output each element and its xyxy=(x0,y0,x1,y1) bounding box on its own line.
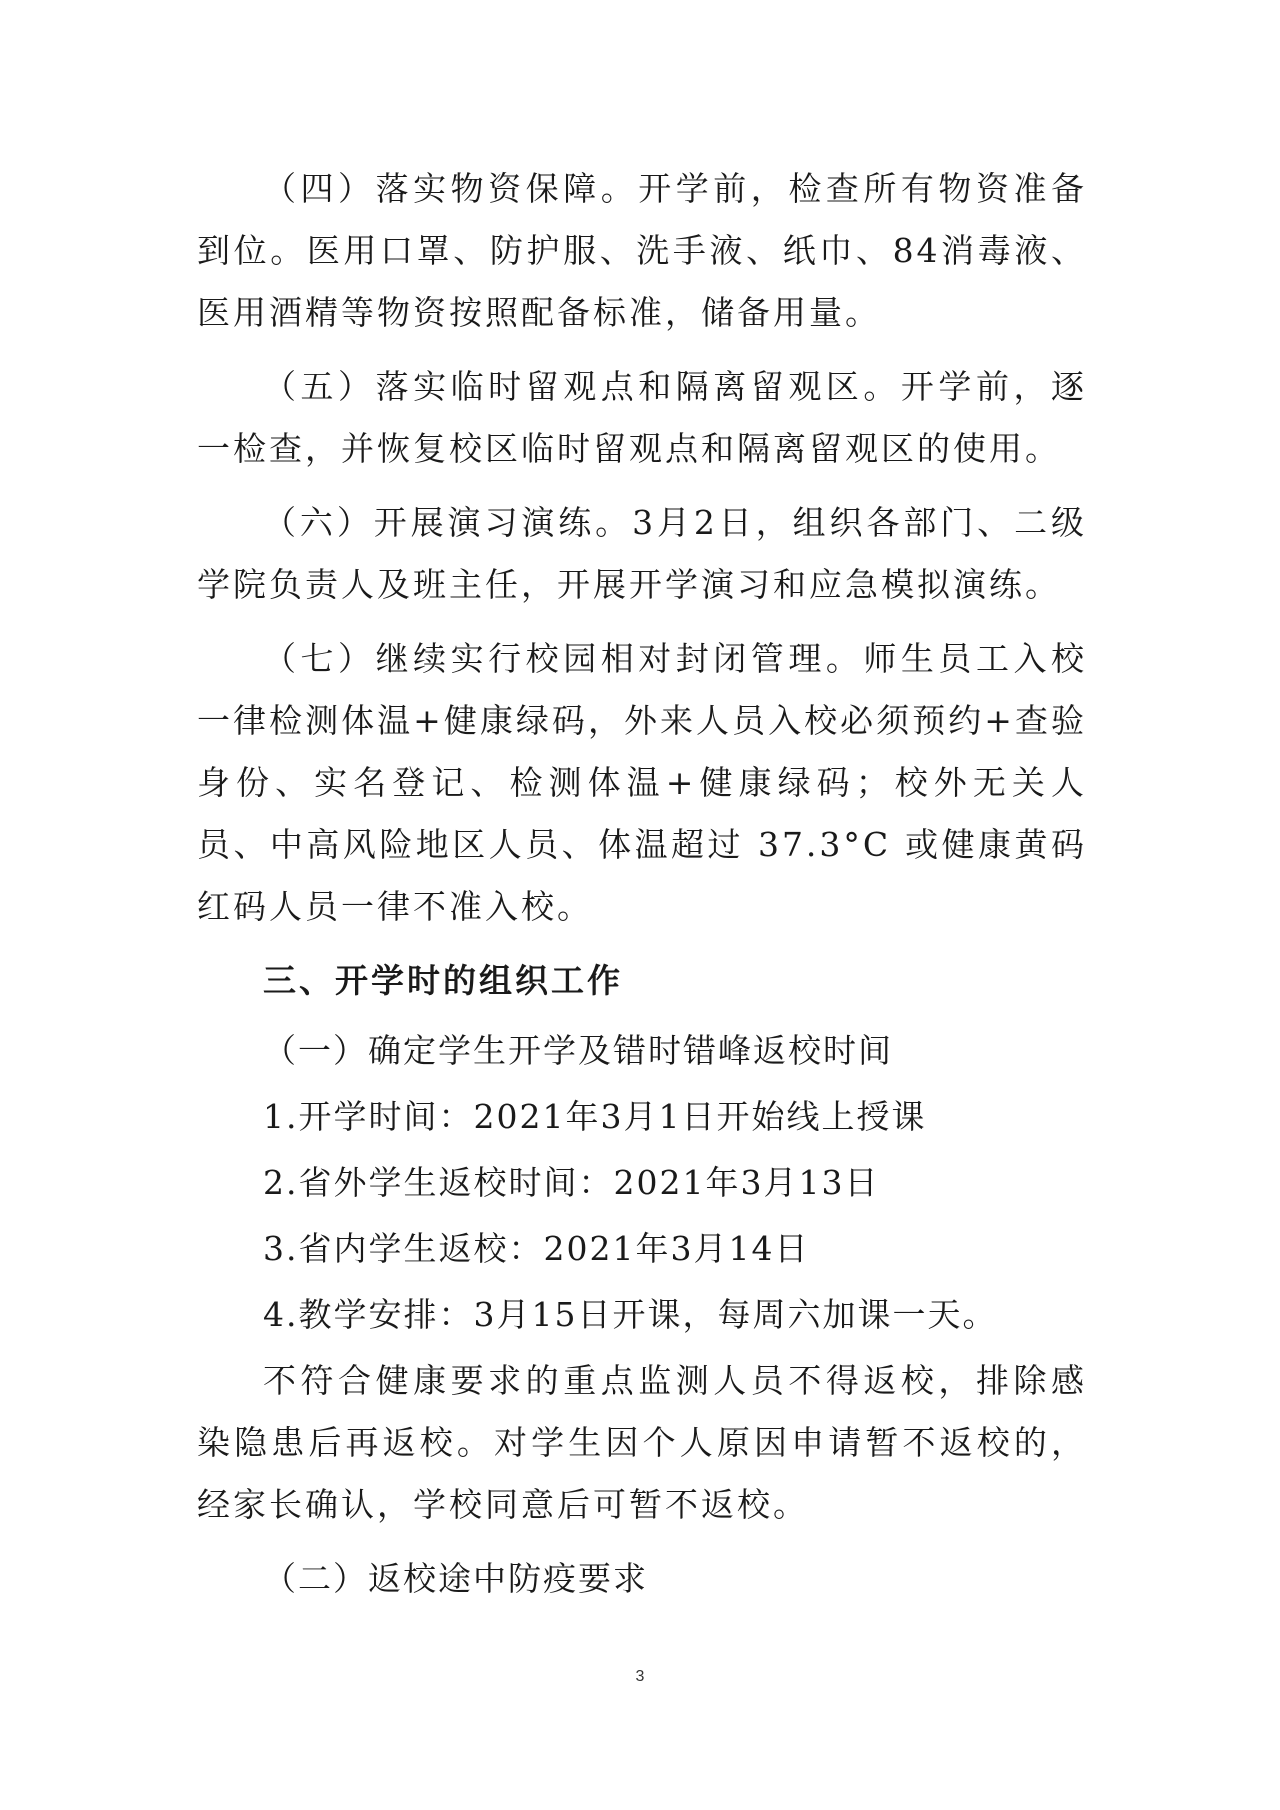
paragraph-observation-points: （五）落实临时留观点和隔离留观区。开学前，逐一检查，并恢复校区临时留观点和隔离留观区的使用。 xyxy=(197,367,1087,468)
sub-heading-return-time: （一）确定学生开学及错时错峰返校时间 xyxy=(263,1031,893,1070)
paragraph-drills: （六）开展演习演练。3月2日，组织各部门、二级学院负责人及班主任，开展开学演习和应急模拟演练。 xyxy=(197,503,1087,604)
document-body xyxy=(197,158,1087,1614)
section-heading: 三、开学时的组织工作 xyxy=(263,961,623,1000)
sub-heading-epidemic-prevention: （二）返校途中防疫要求 xyxy=(263,1559,648,1598)
page-number: 3 xyxy=(635,1668,645,1685)
list-item: 3.省内学生返校：2021年3月14日 xyxy=(263,1229,810,1268)
paragraph-campus-management: （七）继续实行校园相对封闭管理。师生员工入校一律检测体温+健康绿码，外来人员入校必须预约+查验身份、实名登记、检测体温+健康绿码；校外无关人员、中高风险地区人员、体温超过 37.3°C 或健康黄码红码人员一律不准入校。 xyxy=(197,639,1087,926)
paragraph-health-requirements: 不符合健康要求的重点监测人员不得返校，排除感染隐患后再返校。对学生因个人原因申请暂不返校的，经家长确认，学校同意后可暂不返校。 xyxy=(197,1361,1087,1524)
list-item: 1.开学时间：2021年3月1日开始线上授课 xyxy=(263,1097,927,1136)
list-item: 2.省外学生返校时间：2021年3月13日 xyxy=(263,1163,880,1202)
paragraph-material-supplies: （四）落实物资保障。开学前，检查所有物资准备到位。医用口罩、防护服、洗手液、纸巾、84消毒液、医用酒精等物资按照配备标准，储备用量。 xyxy=(197,169,1087,332)
list-item: 4.教学安排：3月15日开课，每周六加课一天。 xyxy=(263,1295,998,1334)
